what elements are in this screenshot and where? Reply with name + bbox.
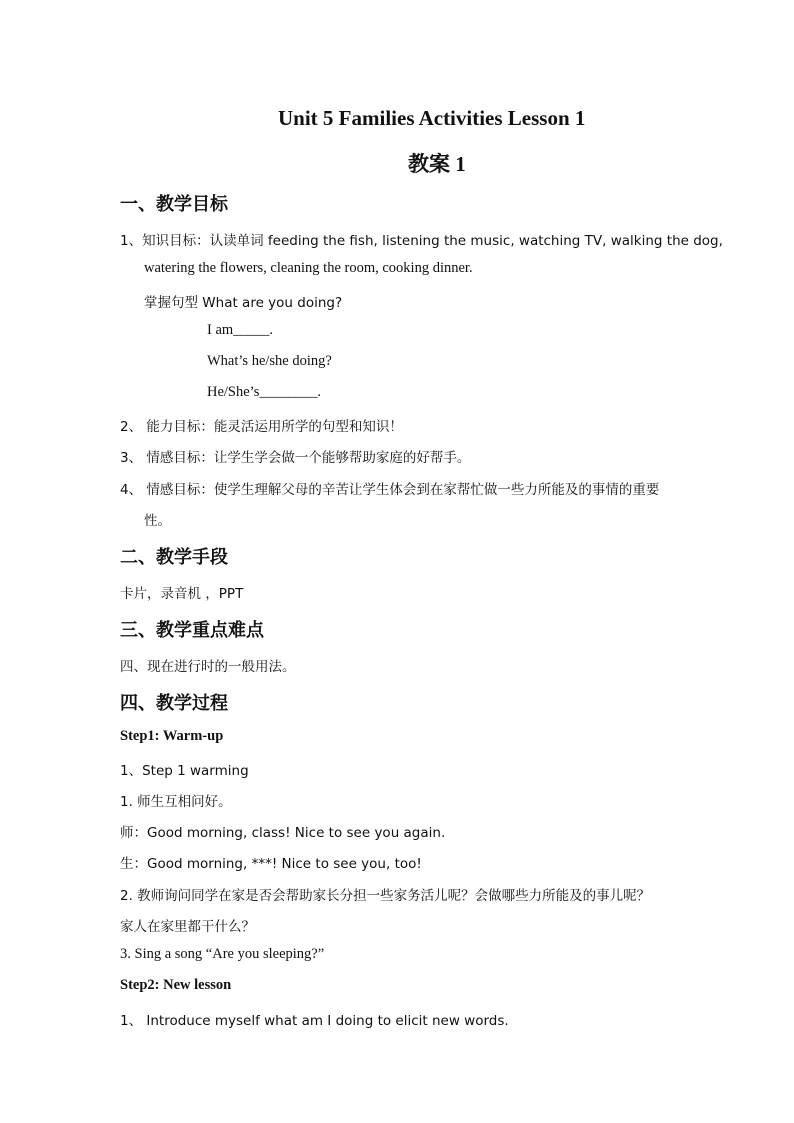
section-heading-process: 四、教学过程 bbox=[120, 693, 228, 714]
section-heading-key-points: 三、教学重点难点 bbox=[120, 620, 264, 641]
objective-knowledge-line1: 1、知识目标：认读单词 feeding the fish, listening the music, watching TV, walking the dog, bbox=[120, 233, 723, 249]
objective-ability: 2、 能力目标：能灵活运用所学的句型和知识！ bbox=[120, 419, 403, 435]
process-line: 家人在家里都干什么？ bbox=[120, 919, 255, 935]
key-points-text: 四、现在进行时的一般用法。 bbox=[120, 659, 296, 675]
section-heading-means: 二、教学手段 bbox=[120, 547, 228, 568]
process-line: 1、Step 1 warming bbox=[120, 763, 249, 779]
step1-heading: Step1: Warm-up bbox=[120, 728, 224, 744]
teaching-means-text: 卡片，录音机 ，PPT bbox=[120, 586, 244, 602]
process-line: 3. Sing a song “Are you sleeping?” bbox=[120, 946, 325, 962]
pattern-example-1: I am_____. bbox=[207, 322, 274, 338]
pattern-example-2: What’s he/she doing? bbox=[207, 353, 332, 369]
process-line: 师：Good morning, class! Nice to see you again. bbox=[120, 825, 446, 841]
sentence-pattern-line: 掌握句型 What are you doing? bbox=[144, 295, 343, 311]
objective-emotion-2-line1: 4、 情感目标：使学生理解父母的辛苦让学生体会到在家帮忙做一些力所能及的事情的重要 bbox=[120, 482, 660, 498]
document-subtitle: 教案 1 bbox=[408, 152, 466, 176]
section-heading-objectives: 一、教学目标 bbox=[120, 194, 228, 215]
pattern-example-3: He/She’s________. bbox=[207, 384, 321, 400]
document-title: Unit 5 Families Activities Lesson 1 bbox=[278, 106, 586, 130]
process-line: 1. 师生互相问好。 bbox=[120, 794, 232, 810]
objective-knowledge-line2: watering the flowers, cleaning the room, cooking dinner. bbox=[144, 260, 473, 276]
step2-heading: Step2: New lesson bbox=[120, 977, 232, 993]
objective-emotion-1: 3、 情感目标：让学生学会做一个能够帮助家庭的好帮手。 bbox=[120, 450, 471, 466]
process-line: 2. 教师询问同学在家是否会帮助家长分担一些家务活儿呢？会做哪些力所能及的事儿呢？ bbox=[120, 888, 651, 904]
process-line: 生：Good morning, ***! Nice to see you, too! bbox=[120, 856, 422, 872]
process-line: 1、 Introduce myself what am I doing to elicit new words. bbox=[120, 1013, 509, 1029]
objective-emotion-2-line2: 性。 bbox=[144, 513, 171, 529]
